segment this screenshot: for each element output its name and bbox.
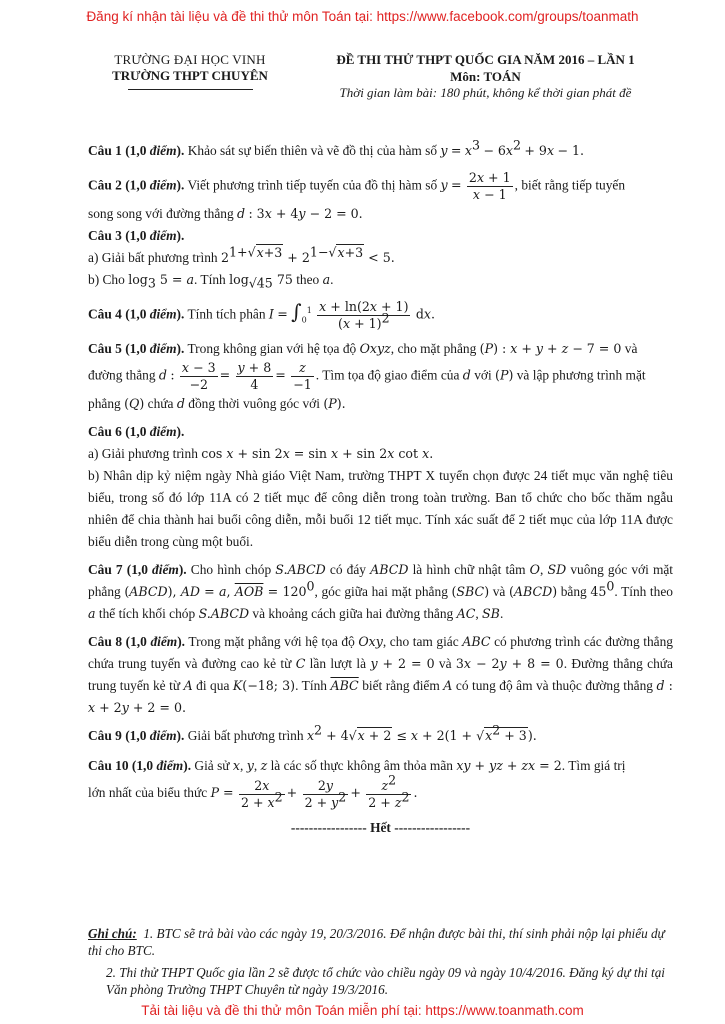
note-2: 2. Thi thử THPT Quốc gia lần 2 sẽ được tổ chức vào chiều ngày 09 và ngày 10/4/2016. Đăng ký dự thi tại Văn phòng Trường THPT Chuyên từ ngày 19/3/2016. <box>106 965 665 997</box>
question-5: Câu 5 (1,0 điểm). Trong không gian với hệ tọa độ Oxyz, cho mặt phẳng (P) : x + y + z − 7 = 0 và đường thẳng d : $\frac{x - 3}{-2}$ = $\frac{y + 8}{4}$ = $\frac{z}{-1}$ . Tìm tọa độ giao điểm của d với (P) và lập phương trình mặt phẳng (Q) chứa d đồng thời vuông góc với (P). <box>88 341 646 411</box>
notes-label: Ghi chú: <box>88 926 137 941</box>
end-marker: ----------------- Hết ----------------- <box>290 820 471 835</box>
bottom-banner: Tải tài liệu và đề thi thử môn Toán miễn phí tại: https://www.toanmath.com <box>141 1003 584 1018</box>
fraction: $\frac{2x + 1}{x - 1}$ <box>468 170 511 202</box>
exam-time: Thời gian làm bài: 180 phút, không kể thời gian phát đề <box>339 85 632 100</box>
question-9: Câu 9 (1,0 điểm). Giải bất phương trình $x^2 + 4√x + 2 \le x + 2(1 + √x^2 + 3)$. <box>88 722 537 743</box>
question-3: Câu 3 (1,0 điểm). a) Giải bất phương trình $2^{1+√x+3} + 2^{1-√x+3} < 5$. b) Cho $\log_3 5 = a$. Tính $\log_{√45} 75$ theo a. <box>88 228 395 291</box>
university-name: TRƯỜNG ĐẠI HỌC VINH <box>114 52 266 67</box>
question-6: Câu 6 (1,0 điểm). a) Giải phương trình cos x + sin 2x = sin x + sin 2x cot x. b) Nhân dịp kỷ niệm ngày Nhà giáo Việt Nam, trường THPT X tuyển chọn được 24 tiết mục văn nghệ tiêu biểu, trong số đó lớp 11A có 2 tiết mục để công diễn trong toàn trường. Ban tổ chức cho bốc thăm ngẫu nhiên để chia thành hai buổi công diễn, mỗi buổi 12 tiết mục. Tính xác suất để 2 tiết mục của lớp 11A được biểu diễn trong cùng một buổi. <box>88 424 673 549</box>
integrand-fraction: $\frac{x + \ln(2x + 1)}{(x + 1)^2}$ <box>319 299 409 331</box>
school-header <box>90 52 290 90</box>
exam-questions <box>88 137 674 839</box>
note-1: 1. BTC sẽ trả bài vào các ngày 19, 20/3/2016. Để nhận được bài thi, thí sinh phải nộp lại phiếu dự thi cho BTC. <box>88 926 665 958</box>
question-7: Câu 7 (1,0 điểm). Cho hình chóp S.ABCD có đáy ABCD là hình chữ nhật tâm O, SD vuông góc với mặt phẳng (ABCD), AD = a, $\overline{AOB} = 120^0$, góc giữa hai mặt phẳng (SBC) và (ABCD) bằng $45^0$. Tính theo a thể tích khối chóp S.ABCD và khoảng cách giữa hai đường thẳng AC, SB. <box>88 562 674 621</box>
exam-title: ĐỀ THI THỬ THPT QUỐC GIA NĂM 2016 – LẦN 1 <box>336 52 635 67</box>
exam-header <box>318 52 653 102</box>
question-1: Câu 1 (1,0 điểm). Khảo sát sự biến thiên và vẽ đồ thị của hàm số $y = x^3 - 6x^2 + 9x - 1$. <box>88 137 584 158</box>
question-2: Câu 2 (1,0 điểm). Viết phương trình tiếp tuyến của đồ thị hàm số y = $\frac{2x + 1}{x - 1}$ , biết rằng tiếp tuyến song song với đường thẳng d : 3x + 4y − 2 = 0. <box>88 170 626 221</box>
header-underline <box>128 89 253 90</box>
question-4: Câu 4 (1,0 điểm). Tính tích phân $I = \int_0^1$ $\frac{x + \ln(2x + 1)}{(x + 1)^2}$ dx. <box>88 299 436 331</box>
question-10: Câu 10 (1,0 điểm). Giả sử x, y, z là các số thực không âm thỏa mãn xy + yz + zx = 2. Tìm giá trị lớn nhất của biểu thức P = $\frac{2x}{2 + x^2}$ + $\frac{2y}{2 + y^2}$ + $\frac{z^2}{2 + z^2}$ . <box>88 758 626 810</box>
question-8: Câu 8 (1,0 điểm). Trong mặt phẳng với hệ tọa độ Oxy, cho tam giác ABC có phương trình các đường thẳng chứa trung tuyến và đường cao kẻ từ C lần lượt là y + 2 = 0 và 3x − 2y + 8 = 0. Đường thẳng chứa trung tuyến kẻ từ A đi qua K(−18; 3). Tính $\overline{ABC}$ biết rằng điểm A có tung độ âm và thuộc đường thẳng d : x + 2y + 2 = 0. <box>88 634 674 715</box>
notes-section <box>88 926 673 1004</box>
school-name: TRƯỜNG THPT CHUYÊN <box>112 68 268 83</box>
exam-subject: Môn: TOÁN <box>450 68 521 84</box>
top-banner: Đăng kí nhận tài liệu và đề thi thử môn Toán tại: https://www.facebook.com/groups/toanmath <box>86 9 639 24</box>
